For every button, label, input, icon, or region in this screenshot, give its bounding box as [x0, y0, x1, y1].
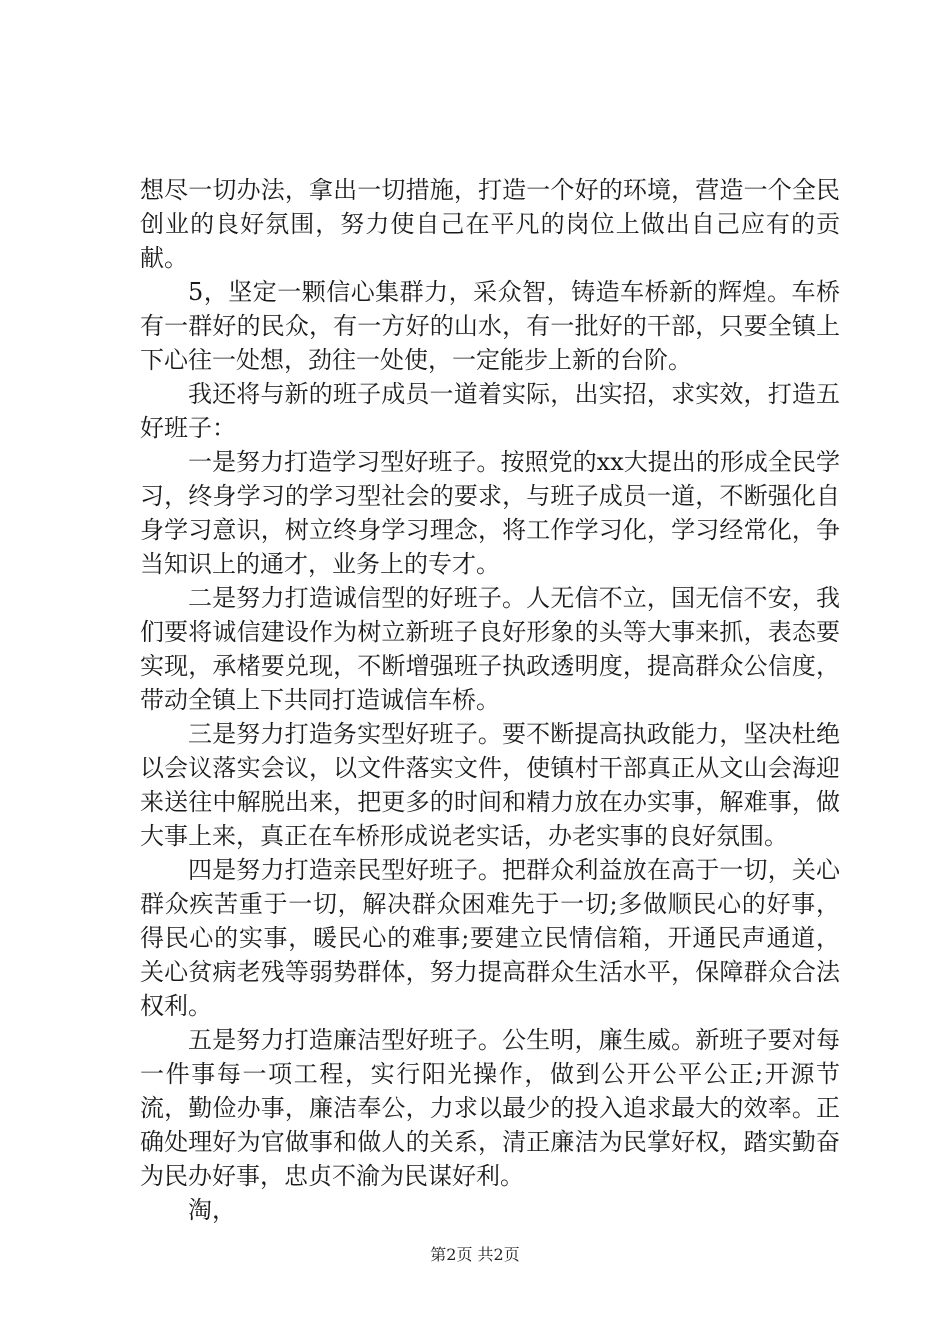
paragraph: 四是努力打造亲民型好班子。把群众利益放在高于一切，关心群众疾苦重于一切，解决群众困难先于一切;多做顺民心的好事，得民心的实事，暖民心的难事;要建立民情信箱，开通民声通道，关心贫病老残等弱势群体，努力提高群众生活水平，保障群众合法权利。 [140, 856, 840, 1020]
paragraph: 淘， [188, 1196, 236, 1224]
paragraph: 想尽一切办法，拿出一切措施，打造一个好的环境，营造一个全民创业的良好氛围，努力使自己在平凡的岗位上做出自己应有的贡献。 [140, 176, 840, 272]
paragraph: 五是努力打造廉洁型好班子。公生明，廉生威。新班子要对每一件事每一项工程，实行阳光操作，做到公开公平公正;开源节流，勤俭办事，廉洁奉公，力求以最少的投入追求最大的效率。正确处理好为官做事和做人的关系，清正廉洁为民掌好权，踏实勤奋为民办好事，忠贞不渝为民谋好利。 [140, 1026, 840, 1190]
paragraph: 一是努力打造学习型好班子。按照党的xx大提出的形成全民学习，终身学习的学习型社会的要求，与班子成员一道，不断强化自身学习意识，树立终身学习理念，将工作学习化，学习经常化，争当知识上的通才，业务上的专才。 [140, 448, 840, 578]
paragraph: 5，坚定一颗信心集群力，采众智，铸造车桥新的辉煌。车桥有一群好的民众，有一方好的山水，有一批好的干部，只要全镇上下心往一处想，劲往一处使，一定能步上新的台阶。 [140, 278, 840, 374]
paragraph: 三是努力打造务实型好班子。要不断提高执政能力，坚决杜绝以会议落实会议，以文件落实文件，使镇村干部真正从文山会海迎来送往中解脱出来，把更多的时间和精力放在办实事，解难事，做大事上来，真正在车桥形成说老实话，办老实事的良好氛围。 [140, 720, 840, 850]
page-footer: 第2页 共2页 [430, 1245, 520, 1264]
document-body [140, 173, 840, 1227]
paragraph: 我还将与新的班子成员一道着实际，出实招，求实效，打造五好班子： [140, 380, 840, 442]
paragraph: 二是努力打造诚信型的好班子。人无信不立，国无信不安，我们要将诚信建设作为树立新班子良好形象的头等大事来抓，表态要实现，承楮要兑现，不断增强班子执政透明度，提高群众公信度，带动全镇上下共同打造诚信车桥。 [140, 584, 840, 714]
